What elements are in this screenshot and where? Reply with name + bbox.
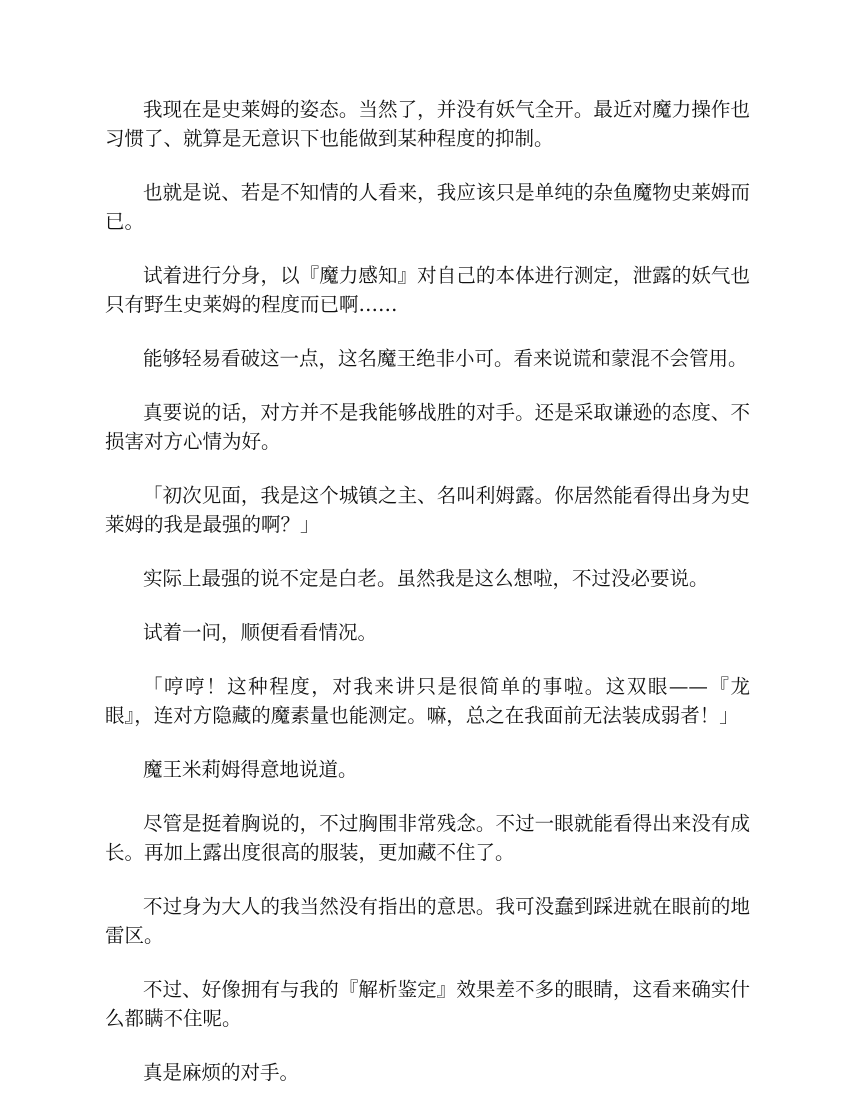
paragraph-7: 实际上最强的说不定是白老。虽然我是这么想啦，不过没必要说。 (143, 567, 709, 590)
paragraph-6: 「初次见面，我是这个城镇之主、名叫利姆露。你居然能看得出身为史莱姆的我是最强的啊？」 (105, 484, 750, 536)
paragraph-1: 我现在是史莱姆的姿态。当然了，并没有妖气全开。最近对魔力操作也习惯了、就算是无意识下也能做到某种程度的抑制。 (105, 98, 750, 150)
paragraph-11: 尽管是挺着胸说的，不过胸围非常残念。不过一眼就能看得出来没有成长。再加上露出度很高的服装，更加藏不住了。 (105, 812, 750, 864)
paragraph-3: 试着进行分身，以『魔力感知』对自己的本体进行测定，泄露的妖气也只有野生史莱姆的程度而已啊…… (105, 264, 750, 316)
document-body (105, 95, 750, 1112)
paragraph-14: 真是麻烦的对手。 (143, 1061, 300, 1084)
paragraph-4: 能够轻易看破这一点，这名魔王绝非小可。看来说谎和蒙混不会管用。 (143, 347, 748, 370)
paragraph-12: 不过身为大人的我当然没有指出的意思。我可没蠢到踩进就在眼前的地雷区。 (105, 895, 750, 947)
paragraph-8: 试着一问，顺便看看情况。 (143, 621, 378, 644)
paragraph-10: 魔王米莉姆得意地说道。 (143, 758, 358, 781)
paragraph-2: 也就是说、若是不知情的人看来，我应该只是单纯的杂鱼魔物史莱姆而已。 (105, 181, 750, 233)
paragraph-5: 真要说的话，对方并不是我能够战胜的对手。还是采取谦逊的态度、不损害对方心情为好。 (105, 401, 750, 453)
paragraph-9: 「哼哼！这种程度，对我来讲只是很简单的事啦。这双眼——『龙眼』，连对方隐藏的魔素量也能测定。嘛，总之在我面前无法装成弱者！」 (105, 675, 750, 727)
paragraph-13: 不过、好像拥有与我的『解析鉴定』效果差不多的眼睛，这看来确实什么都瞒不住呢。 (105, 978, 750, 1030)
